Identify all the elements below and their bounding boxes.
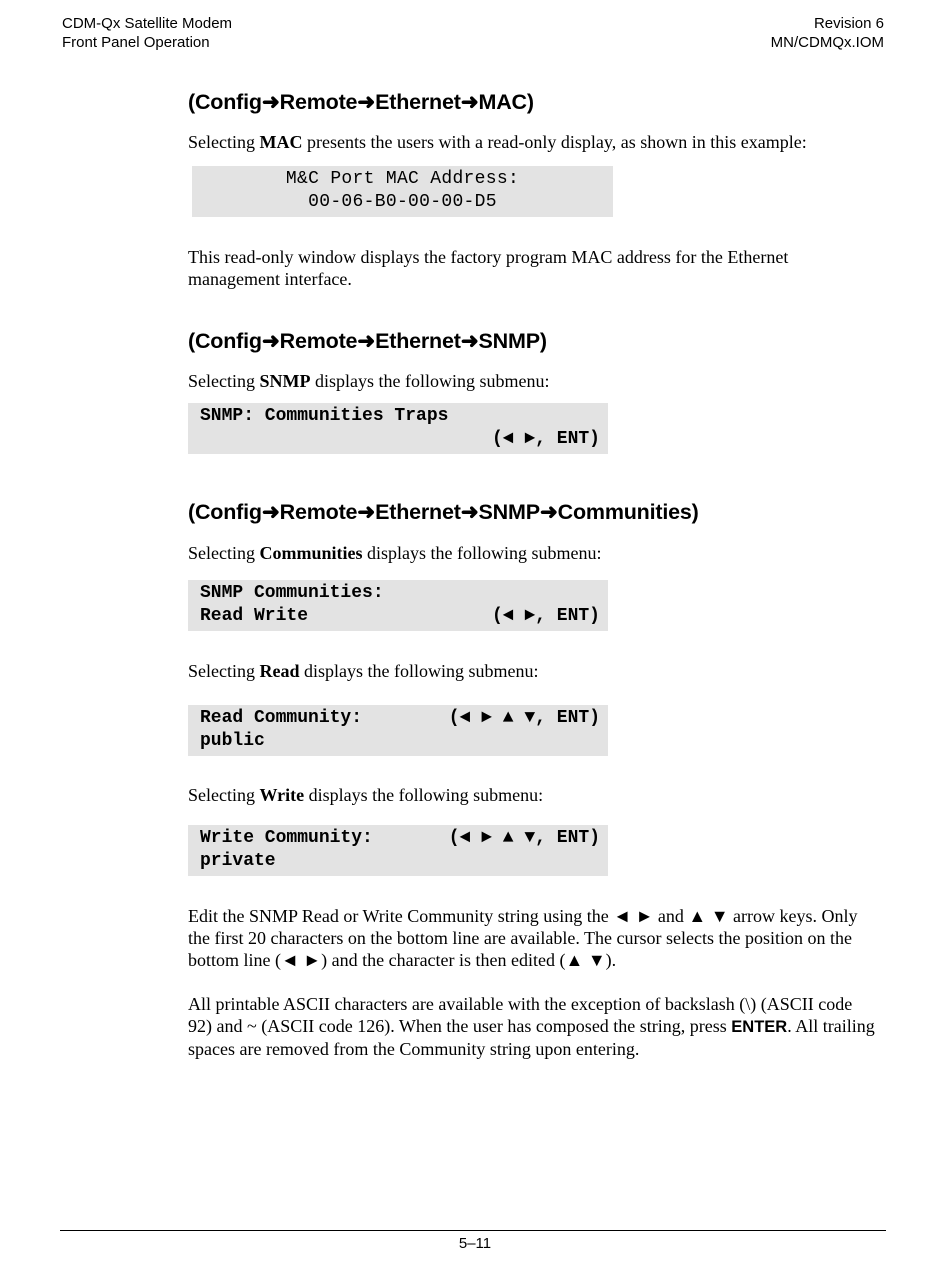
write-intro: Selecting Write displays the following submenu: [188,785,544,805]
header-chapter-title: Front Panel Operation [62,34,210,51]
read-intro: Selecting Read displays the following submenu: [188,661,539,681]
communities-options: Read Write [200,606,309,626]
communities-display-line1: SNMP Communities: [200,583,384,603]
header-revision: Revision 6 [813,15,884,32]
mac-intro: Selecting MAC presents the users with a read-only display, as shown in this example: [188,132,807,152]
communities-display-screen [188,580,608,631]
write-community-screen [188,825,608,876]
mac-description: This read-only window displays the factory program MAC address for the Ethernet management interface. [188,247,789,289]
mac-display-line2: 00-06-B0-00-00-D5 [308,192,497,212]
page-header-right [771,14,884,52]
header-doc-title: CDM-Qx Satellite Modem [62,15,233,32]
header-doc-number: MN/CDMQx.IOM [770,34,884,51]
write-community-line1 [200,827,608,850]
heading-snmp: (Config➜Remote➜Ethernet➜SNMP) [188,329,547,353]
footer-divider [60,1230,886,1231]
snmp-intro: Selecting SNMP displays the following submenu: [188,371,550,391]
heading-mac: (Config➜Remote➜Ethernet➜MAC) [188,90,534,114]
read-community-screen [188,705,608,756]
communities-intro: Selecting Communities displays the following submenu: [188,543,602,563]
read-community-line1 [200,707,608,730]
read-community-nav-hint: (◄ ► ▲ ▼, ENT) [448,708,600,728]
page-number: 5–11 [458,1235,492,1252]
read-community-value: public [200,731,265,751]
write-community-value: private [200,851,276,871]
page-header-left [62,14,232,52]
edit-instructions: Edit the SNMP Read or Write Community string using the ◄ ► and ▲ ▼ arrow keys. Only the first 20 characters on the bottom line are available. The cursor selects the position on the bottom line (◄ ►) and the character is then edited (▲ ▼). [188,906,858,970]
ascii-note: All printable ASCII characters are available with the exception of backslash (\) (ASCII code 92) and ~ (ASCII code 126). When the user has composed the string, press ENTER. All trailing spaces are removed from the Community string upon entering. [188,994,875,1059]
read-community-label: Read Community: [200,708,363,728]
heading-communities: (Config➜Remote➜Ethernet➜SNMP➜Communities) [188,500,699,524]
page-content [188,88,878,1060]
snmp-nav-hint: (◄ ►, ENT) [491,429,600,449]
write-community-nav-hint: (◄ ► ▲ ▼, ENT) [448,828,600,848]
snmp-display-screen [188,403,608,454]
snmp-display-line1: SNMP: Communities Traps [200,406,449,426]
snmp-display-line2 [200,428,608,451]
communities-nav-hint: (◄ ►, ENT) [491,606,600,626]
mac-display-screen [192,166,613,217]
mac-display-line1: M&C Port MAC Address: [285,169,520,189]
write-community-label: Write Community: [200,828,373,848]
communities-display-line2 [200,605,608,628]
